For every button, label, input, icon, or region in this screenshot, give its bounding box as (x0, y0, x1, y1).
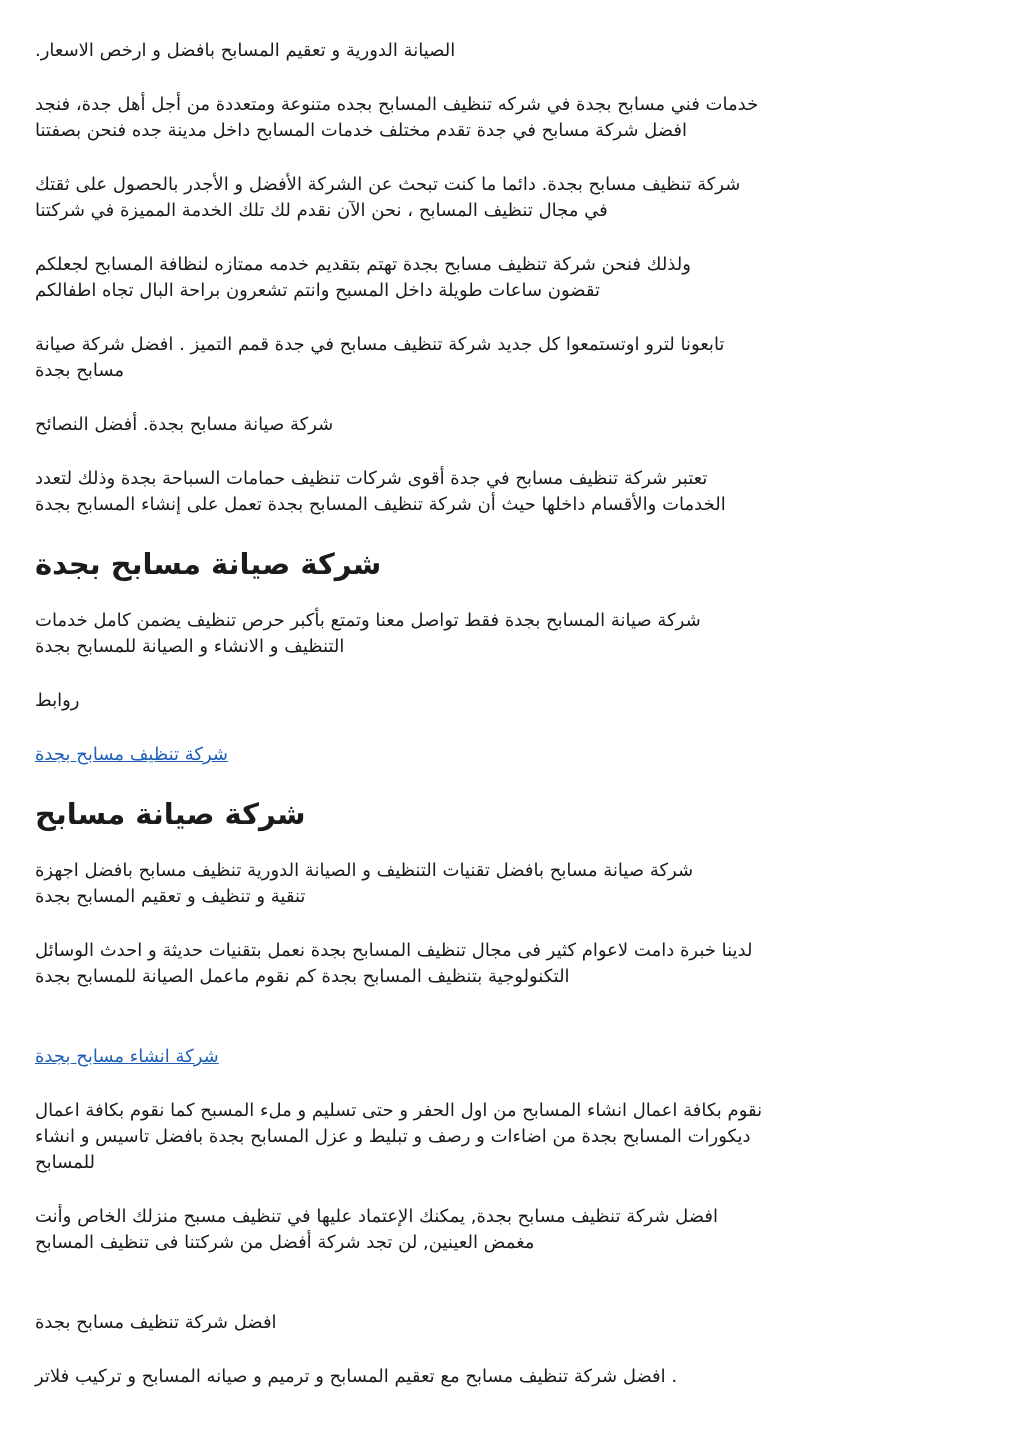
text-line: في مجال تنظيف المسابح ، نحن الآن نقدم لك تلك الخدمة المميزة في شركتنا (35, 200, 608, 221)
text-line: تقضون ساعات طويلة داخل المسبح وانتم تشعرون براحة البال تجاه اطفالكم (35, 280, 600, 301)
paragraph-contact-us (35, 608, 984, 660)
paragraph-services (35, 92, 984, 144)
paragraph-excellent-service (35, 252, 984, 304)
text-line: شركة صيانة مسابح بجدة. أفضل النصائح (35, 414, 334, 435)
text-line: شركة صيانة المسابح بجدة فقط تواصل معنا وتمتع بأكبر حرص تنظيف يضمن كامل خدمات (35, 610, 701, 631)
paragraph-strongest-company (35, 466, 984, 518)
text-line: تنقية و تنظيف و تعقيم المسابح بجدة (35, 886, 306, 907)
paragraph-tips (35, 412, 984, 438)
text-line: تابعونا لترو اوتستمعوا كل جديد شركة تنظيف مسابح في جدة قمم التميز . افضل شركة صيانة (35, 334, 725, 355)
links-label (35, 688, 984, 714)
section-heading-maintenance-jeddah: شركة صيانة مسابح بجدة (35, 547, 382, 581)
text-line: نقوم بكافة اعمال انشاء المسابح من اول الحفر و حتى تسليم و ملء المسبح كما نقوم بكافة اعمال (35, 1100, 763, 1121)
text-line: التكنولوجية بتنظيف المسابح بجدة كم نقوم ماعمل الصيانة للمسابح بجدة (35, 966, 570, 987)
paragraph-maintenance-intro (35, 38, 984, 64)
text-line: للمسابح (35, 1152, 96, 1173)
section-heading-maintenance: شركة صيانة مسابح (35, 797, 306, 831)
paragraph-construction-works (35, 1098, 984, 1176)
text-line: افضل شركة تنظيف مسابح بجدة, يمكنك الإعتماد عليها في تنظيف مسبح منزلك الخاص وأنت (35, 1206, 719, 1227)
paragraph-follow-us (35, 332, 984, 384)
paragraph-best-cleaning (35, 1310, 984, 1336)
spacer (35, 1018, 984, 1044)
text-line: افضل شركة تنظيف مسابح بجدة (35, 1312, 277, 1333)
text-line: مغمض العينين, لن تجد شركة أفضل من شركتنا فى تنظيف المسابح (35, 1232, 535, 1253)
paragraph-rely-on-us (35, 1204, 984, 1256)
text-line: ديكورات المسابح بجدة من اضاءات و رصف و تبليط و عزل المسابح بجدة بافضل تاسيس و انشاء (35, 1126, 751, 1147)
link-pool-cleaning-jeddah[interactable]: شركة تنظيف مسابح بجدة (35, 744, 228, 765)
text-line: . افضل شركة تنظيف مسابح مع تعقيم المسابح و ترميم و صيانه المسابح و تركيب فلاتر (35, 1366, 678, 1387)
text-line: خدمات فني مسابح بجدة في شركه تنظيف المسابح بجده متنوعة ومتعددة من أجل أهل جدة، فنجد (35, 94, 759, 115)
text-line: شركة صيانة مسابح بافضل تقنيات التنظيف و الصيانة الدورية تنظيف مسابح بافضل اجهزة (35, 860, 694, 881)
text-line: الخدمات والأقسام داخلها حيث أن شركة تنظيف المسابح بجدة تعمل على إنشاء المسابح بجدة (35, 494, 726, 515)
text-line: التنظيف و الانشاء و الصيانة للمسابح بجدة (35, 636, 345, 657)
text-line: ولذلك فنحن شركة تنظيف مسابح بجدة تهتم بتقديم خدمه ممتازه لنظافة المسابح لجعلكم (35, 254, 691, 275)
spacer (35, 1284, 984, 1310)
text-line: مسابح بجدة (35, 360, 125, 381)
link-row-cleaning (35, 742, 984, 768)
text-line: تعتبر شركة تنظيف مسابح في جدة أقوى شركات تنظيف حمامات السباحة بجدة وذلك لتعدد (35, 468, 708, 489)
paragraph-experience (35, 938, 984, 990)
paragraph-techniques (35, 858, 984, 910)
paragraph-filters (35, 1364, 984, 1390)
text-line: الصيانة الدورية و تعقيم المسابح بافضل و ارخص الاسعار. (35, 40, 456, 61)
text-line: شركة تنظيف مسابح بجدة. دائما ما كنت تبحث عن الشركة الأفضل و الأجدر بالحصول على ثقتك (35, 174, 741, 195)
link-row-construction (35, 1044, 984, 1070)
text-line: لدينا خبرة دامت لاعوام كثير فى مجال تنظيف المسابح بجدة نعمل بتقنيات حديثة و احدث الوسائل (35, 940, 753, 961)
text-line: افضل شركة مسابح في جدة تقدم مختلف خدمات المسابح داخل مدينة جده فنحن بصفتنا (35, 120, 687, 141)
paragraph-best-company (35, 172, 984, 224)
link-pool-construction-jeddah[interactable]: شركة انشاء مسابح بجدة (35, 1046, 219, 1067)
text-line: روابط (35, 690, 80, 711)
